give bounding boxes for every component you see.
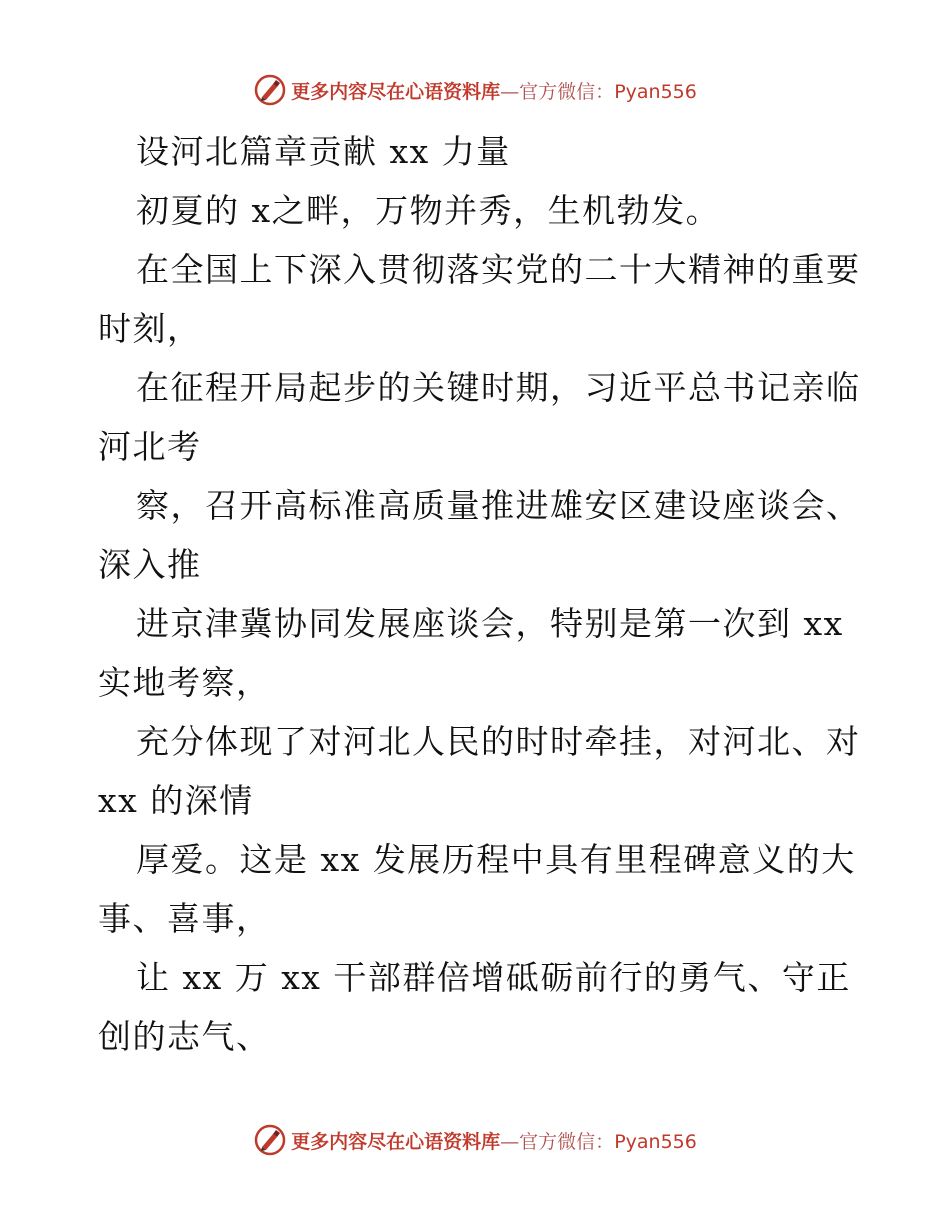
banner-text bbox=[291, 1127, 697, 1154]
text-line: 进京津冀协同发展座谈会，特别是第一次到 xx bbox=[136, 604, 844, 643]
banner-dash: — bbox=[500, 1130, 520, 1153]
text-line: 在全国上下深入贯彻落实党的二十大精神的重要 bbox=[136, 250, 861, 289]
text-line: 河北考 bbox=[98, 427, 202, 466]
banner-brand: 更多内容尽在心语资料库 bbox=[291, 80, 501, 103]
pen-logo-icon bbox=[253, 1123, 287, 1157]
document-body bbox=[98, 122, 861, 1066]
header-banner bbox=[0, 70, 950, 110]
text-line: 察，召开高标准高质量推进雄安区建设座谈会、 bbox=[136, 486, 861, 525]
text-line: 实地考察， bbox=[98, 663, 271, 702]
text-line: 在征程开局起步的关键时期，习近平总书记亲临 bbox=[136, 368, 861, 407]
text-line: 厚爱。这是 xx 发展历程中具有里程碑意义的大 bbox=[136, 840, 856, 879]
text-line: 事、喜事， bbox=[98, 899, 271, 938]
banner-text bbox=[291, 77, 697, 104]
banner-dash: — bbox=[500, 80, 520, 103]
text-line: 深入推 bbox=[98, 545, 202, 584]
footer-banner bbox=[0, 1120, 950, 1160]
banner-account: Pyan556 bbox=[614, 1130, 697, 1153]
text-line: 让 xx 万 xx 干部群倍增砥砺前行的勇气、守正 bbox=[136, 958, 851, 997]
text-line: 设河北篇章贡献 xx 力量 bbox=[136, 132, 511, 171]
banner-wechat-label: 官方微信： bbox=[519, 80, 615, 103]
banner-content bbox=[253, 73, 697, 107]
banner-wechat-label: 官方微信： bbox=[519, 1130, 615, 1153]
banner-account: Pyan556 bbox=[614, 80, 697, 103]
banner-brand: 更多内容尽在心语资料库 bbox=[291, 1130, 501, 1153]
text-line: 时刻， bbox=[98, 309, 202, 348]
text-line: 充分体现了对河北人民的时时牵挂，对河北、对 bbox=[136, 722, 861, 761]
text-line: 创的志气、 bbox=[98, 1017, 271, 1056]
text-line: xx 的深情 bbox=[98, 781, 254, 820]
banner-content bbox=[253, 1123, 697, 1157]
pen-logo-icon bbox=[253, 73, 287, 107]
text-line: 初夏的 x之畔，万物并秀，生机勃发。 bbox=[136, 191, 721, 230]
